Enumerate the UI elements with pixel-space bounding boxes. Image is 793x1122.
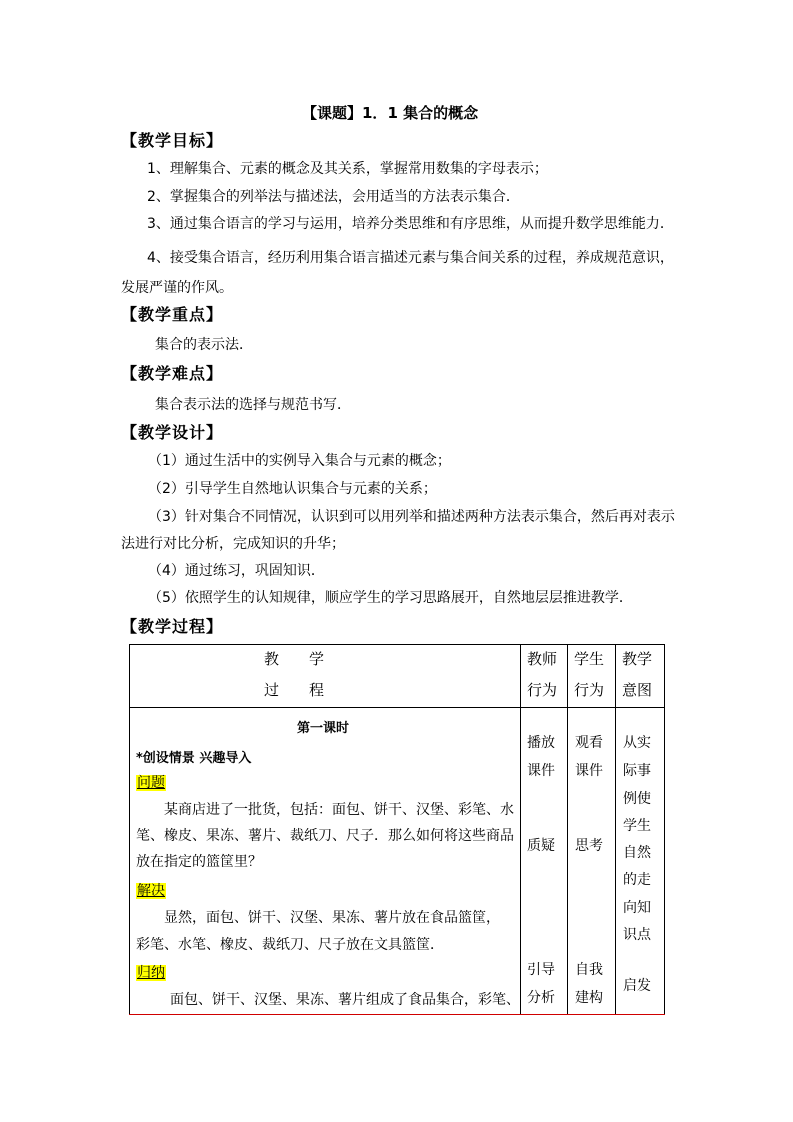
header-student-line1: 学生 <box>574 650 605 668</box>
objective-item: 2、掌握集合的列举法与描述法，会用适当的方法表示集合． <box>147 189 520 205</box>
intent-text: 际事 <box>623 763 651 779</box>
intent-text: 学生 <box>623 818 651 834</box>
design-item: （5）依照学生的认知规律，顺应学生的学习思路展开，自然地层层推进教学． <box>148 590 633 606</box>
intent-text: 的走 <box>623 872 651 888</box>
table-border-left <box>129 644 130 1015</box>
objective-item: 3、通过集合语言的学习与运用，培养分类思维和有序思维，从而提升数学思维能力． <box>147 216 674 232</box>
table-header-divider <box>129 707 665 708</box>
objective-item: 1、理解集合、元素的概念及其关系，掌握常用数集的字母表示； <box>147 161 548 177</box>
problem-line: 笔、橡皮、果冻、薯片、裁纸刀、尺子．那么如何将这些商品 <box>136 828 514 844</box>
summary-line: 面包、饼干、汉堡、果冻、薯片组成了食品集合，彩笔、 <box>170 992 520 1008</box>
key-point-text: 集合的表示法． <box>155 337 253 353</box>
student-action: 建构 <box>575 990 603 1006</box>
teacher-action: 播放 <box>527 735 555 751</box>
problem-line: 放在指定的篮筐里？ <box>136 854 262 870</box>
label-solve <box>136 880 166 900</box>
student-action: 思考 <box>575 838 603 854</box>
design-item: （4）通过练习，巩固知识． <box>148 563 325 579</box>
header-teacher-line2: 行为 <box>527 681 558 699</box>
teacher-action: 课件 <box>527 763 555 779</box>
intent-text: 例使 <box>623 791 651 807</box>
header-intent-line2: 意图 <box>622 681 653 699</box>
design-item: （2）引导学生自然地认识集合与元素的关系； <box>148 481 437 497</box>
key-point-heading: 【教学重点】 <box>121 305 224 324</box>
objectives-heading: 【教学目标】 <box>121 131 224 150</box>
intent-text: 识点 <box>623 927 651 943</box>
table-col-divider <box>567 644 568 1015</box>
student-action: 自我 <box>575 962 603 978</box>
objective-item-cont: 发展严谨的作风。 <box>121 280 233 296</box>
difficulty-heading: 【教学难点】 <box>121 364 224 383</box>
design-item: （3）针对集合不同情况，认识到可以用列举和描述两种方法表示集合，然后再对表示 <box>148 509 675 525</box>
problem-line: 某商店进了一批货，包括：面包、饼干、汉堡、彩笔、水 <box>164 802 514 818</box>
header-teacher-line1: 教师 <box>527 650 558 668</box>
process-heading: 【教学过程】 <box>121 617 224 636</box>
table-border-right <box>664 644 665 1015</box>
teacher-action: 质疑 <box>527 838 555 854</box>
intent-text: 向知 <box>623 900 651 916</box>
difficulty-text: 集合表示法的选择与规范书写． <box>155 397 351 413</box>
page-title: 【课题】1．1 集合的概念 <box>302 104 479 122</box>
solve-line: 显然，面包、饼干、汉堡、果冻、薯片放在食品篮筐， <box>164 910 500 926</box>
section-title: *创设情景 兴趣导入 <box>136 751 252 766</box>
header-intent-line1: 教学 <box>622 650 653 668</box>
table-col-divider <box>615 644 616 1015</box>
table-border-top <box>129 644 665 645</box>
intent-text: 自然 <box>623 845 651 861</box>
objective-item: 4、接受集合语言，经历利用集合语言描述元素与集合间关系的过程，养成规范意识， <box>147 250 674 266</box>
teacher-action: 分析 <box>527 990 555 1006</box>
header-process-line1: 教 学 <box>264 650 325 668</box>
label-solve-text: 解决 <box>137 883 165 899</box>
design-item: （1）通过生活中的实例导入集合与元素的概念； <box>148 453 451 469</box>
intent-text: 从实 <box>623 735 651 751</box>
intent-text: 启发 <box>623 978 651 994</box>
student-action: 课件 <box>575 763 603 779</box>
header-student-line2: 行为 <box>574 681 605 699</box>
design-item-cont: 法进行对比分析，完成知识的升华； <box>121 536 345 552</box>
solve-line: 彩笔、水笔、橡皮、裁纸刀、尺子放在文具篮筐． <box>136 937 444 953</box>
student-action: 观看 <box>575 735 603 751</box>
label-problem-text: 问题 <box>137 775 165 791</box>
label-summary <box>136 962 166 982</box>
lesson-title: 第一课时 <box>297 721 350 736</box>
header-process-line2: 过 程 <box>264 681 325 699</box>
table-border-bottom <box>129 1014 665 1015</box>
label-problem <box>136 772 166 792</box>
table-col-divider <box>520 644 521 1015</box>
teacher-action: 引导 <box>527 962 555 978</box>
design-heading: 【教学设计】 <box>121 423 224 442</box>
label-summary-text: 归纳 <box>137 965 165 981</box>
